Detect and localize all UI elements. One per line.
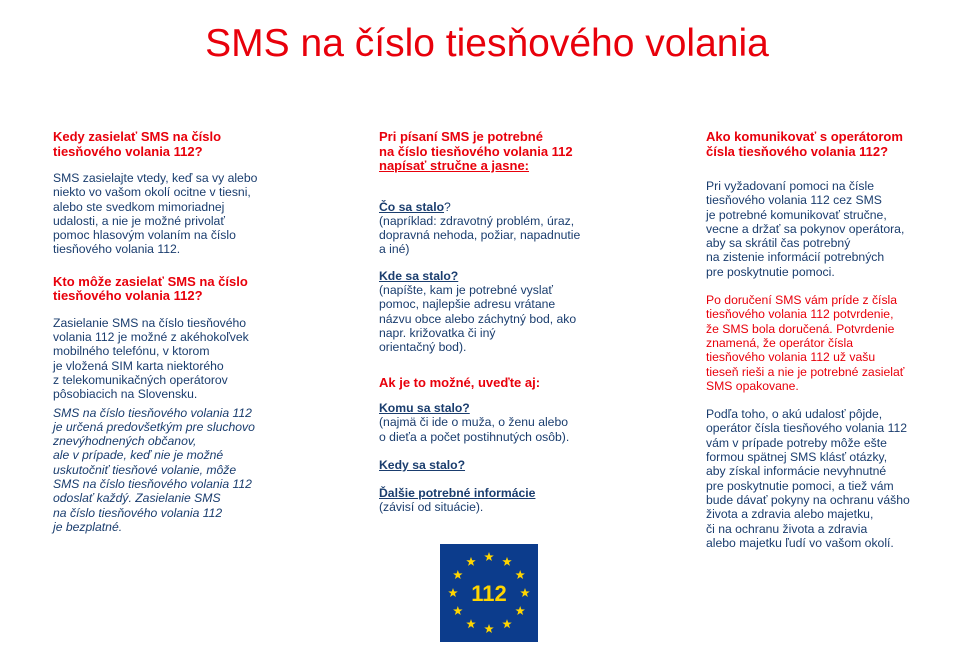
- star-icon: [515, 570, 525, 579]
- star-icon: [502, 619, 512, 628]
- subheading-what-question: ?: [444, 199, 451, 214]
- column-writing: [379, 130, 619, 515]
- star-icon: [515, 606, 525, 615]
- paragraph-followup: Podľa toho, o akú udalosť pôjde, operátor čísla tiesňového volania 112 vám v prípade potreby môže ešte formou spätnej SMS klásť otázky, aby získal informácie nevyhnutné pre poskytnutie pomoci, a tiež vám bude dávať pokyny na ochranu vášho života a zdravia alebo majetku, či na ochranu života a zdravia alebo majetku ľudí vo vašom okolí.: [706, 407, 910, 550]
- heading-communication: Ako komunikovať s operátorom čísla tiesňového volania 112?: [706, 129, 903, 159]
- text-whom: (najmä či ide o muža, o ženu alebo o dieťa a počet postihnutých osôb).: [379, 415, 570, 444]
- star-icon: [502, 557, 512, 566]
- page-title: SMS na číslo tiesňového volania: [205, 22, 769, 65]
- subheading-where: Kde sa stalo?: [379, 268, 459, 283]
- paragraph-confirmation: Po doručení SMS vám príde z čísla tiesňového volania 112 potvrdenie, že SMS bola doručená. Potvrdenie znamená, že operátor čísla tiesňového volania 112 už vašu tieseň rieši a nie je potrebné zasielať SMS opakovane.: [706, 293, 905, 393]
- logo-number: 112: [471, 581, 507, 606]
- eu-stars-112-icon: [440, 544, 538, 642]
- text-where: (napíšte, kam je potrebné vyslať pomoc, najlepšie adresu vrátane názvu obce alebo záchytný bod, ako napr. križovatka či iný orientačný bod).: [379, 282, 577, 355]
- column-when-who: [53, 130, 293, 534]
- star-icon: [466, 557, 476, 566]
- heading-who: Kto môže zasielať SMS na číslo tiesňového volania 112?: [53, 273, 248, 304]
- star-icon: [484, 624, 494, 633]
- heading-optional: Ak je to možné, uveďte aj:: [379, 375, 541, 391]
- paragraph-italic-note: SMS na číslo tiesňového volania 112 je určená predovšetkým pre sluchovo znevýhodnených občanov, ale v prípade, keď nie je možné uskutočniť tiesňové volanie, môže SMS na číslo tiesňového volania 112 odoslať každý. Zasielanie SMS na číslo tiesňového volania 112 je bezplatné.: [53, 405, 255, 534]
- subheading-when: Kedy sa stalo?: [379, 457, 466, 472]
- heading-writing-underlined: napísať stručne a jasne:: [379, 158, 530, 173]
- subheading-whom: Komu sa stalo?: [379, 400, 470, 415]
- heading-writing: Pri písaní SMS je potrebné na číslo tiesňového volania 112: [379, 129, 573, 159]
- paragraph-communication: Pri vyžadovaní pomoci na čísle tiesňového volania 112 cez SMS je potrebné komunikovať stručne, vecne a držať sa pokynov operátora, aby sa skrátil čas potrebný na zistenie informácií potrebných pre poskytnutie pomoci.: [706, 179, 905, 279]
- text-more-info: (závisí od situácie).: [379, 500, 484, 515]
- star-icon: [453, 570, 463, 579]
- eu-112-logo: [440, 544, 538, 642]
- star-icon: [448, 588, 458, 597]
- paragraph-who: Zasielanie SMS na číslo tiesňového volania 112 je možné z akéhokoľvek mobilného telefónu, v ktorom je vložená SIM karta niektorého z telekomunikačných operátorov pôsobiacich na Slovensku.: [53, 315, 249, 402]
- subheading-more-info: Ďalšie potrebné informácie: [379, 486, 536, 501]
- heading-when: Kedy zasielať SMS na číslo tiesňového volania 112?: [53, 129, 222, 159]
- text-what: (napríklad: zdravotný problém, úraz, dopravná nehoda, požiar, napadnutie a iné): [379, 213, 581, 257]
- star-icon: [520, 588, 530, 597]
- star-icon: [453, 606, 463, 615]
- star-icon: [466, 619, 476, 628]
- paragraph-when: SMS zasielajte vtedy, keď sa vy alebo niekto vo vašom okolí ocitne v tiesni, alebo ste svedkom mimoriadnej udalosti, a nie je možné privolať pomoc hlasovým volaním na číslo tiesňového volania 112.: [53, 171, 258, 257]
- column-communication: [706, 130, 951, 550]
- subheading-what: Čo sa stalo: [379, 199, 445, 214]
- star-icon: [484, 552, 494, 561]
